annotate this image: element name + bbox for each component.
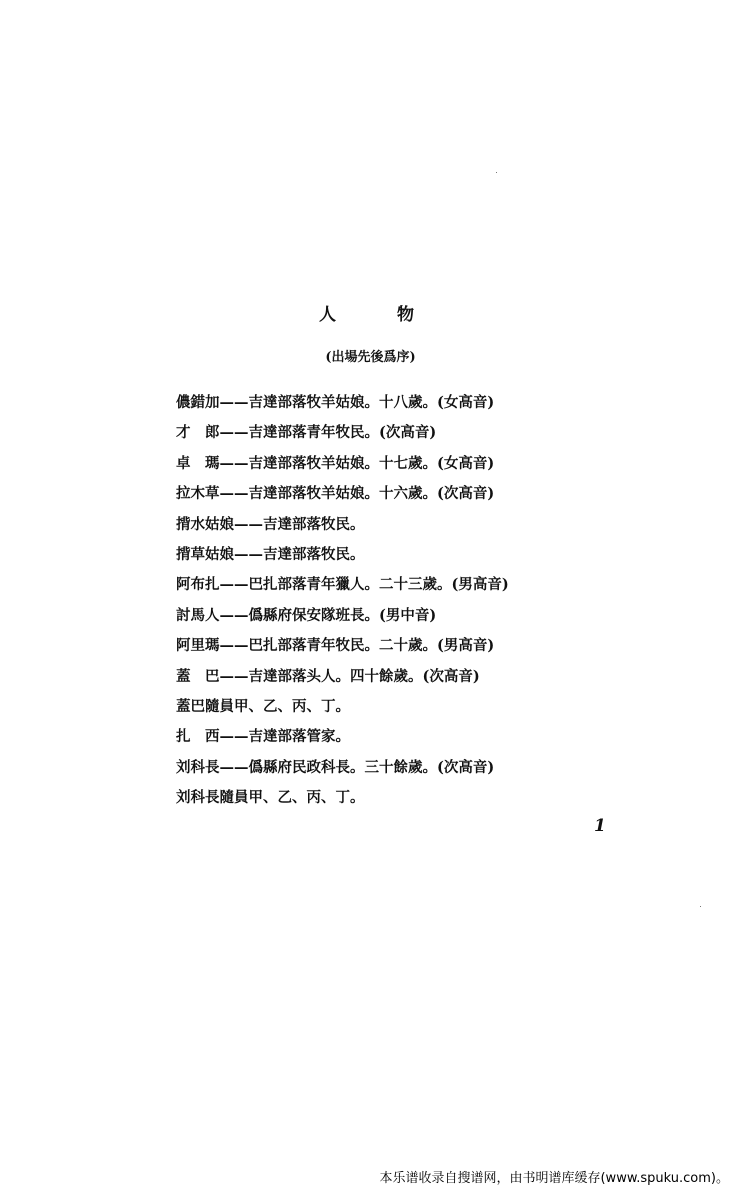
character-description: ——吉達部落管家。 [219, 728, 350, 746]
character-row [176, 540, 616, 570]
character-list [176, 388, 616, 813]
character-row [176, 692, 616, 722]
character-name: 扎 西 [176, 728, 220, 746]
character-name: 才 郎 [176, 424, 220, 442]
character-row [176, 510, 616, 540]
character-name: 刘科長隨員甲、乙、丙、丁。 [176, 789, 365, 807]
character-name: 蓋巴隨員甲、乙、丙、丁。 [176, 697, 350, 715]
character-name: 揹草姑娘 [176, 545, 234, 563]
footer-source-note: 本乐谱收录自搜谱网，由书明谱库缓存(www.spuku.com)。 [379, 1171, 729, 1186]
character-description: ——吉達部落牧羊姑娘。十八歲。(女高音) [219, 394, 495, 411]
scan-speck [700, 906, 701, 907]
character-description: ——吉達部落牧羊姑娘。十七歲。(女高音) [219, 454, 495, 472]
character-row [176, 418, 616, 448]
character-row [176, 570, 616, 600]
character-description: ——吉達部落头人。四十餘歲。(次高音) [219, 667, 480, 685]
character-row [176, 479, 616, 509]
character-description: ——吉達部落青年牧民。(次高音) [219, 424, 437, 442]
character-name: 卓 瑪 [176, 454, 220, 472]
character-row [176, 601, 616, 631]
page-number: 1 [594, 816, 606, 836]
page-subtitle: (出場先後爲序) [325, 350, 416, 365]
character-row [176, 631, 616, 661]
character-name: 揹水姑娘 [176, 515, 234, 533]
character-name: 刘科長 [176, 758, 220, 776]
character-name: 阿布扎 [176, 576, 220, 594]
character-name: 阿里瑪 [176, 637, 220, 655]
character-description: ——吉達部落牧民。 [234, 515, 365, 533]
character-row [176, 449, 616, 479]
character-row [176, 753, 616, 783]
character-description: ——吉達部落牧羊姑娘。十六歲。(次高音) [219, 485, 495, 503]
character-name: 拉木草 [176, 485, 220, 503]
page-title: 人 物 [319, 305, 436, 325]
character-row [176, 783, 616, 813]
character-name: 蓋 巴 [176, 667, 220, 685]
character-description: ——吉達部落牧民。 [234, 545, 365, 563]
character-name: 儂錯加 [176, 394, 220, 411]
character-name: 討馬人 [176, 606, 220, 624]
character-description: ——巴扎部落青年牧民。二十歲。(男高音) [219, 637, 495, 655]
character-row [176, 388, 616, 418]
character-row [176, 722, 616, 752]
scan-speck [496, 172, 497, 173]
character-description: ——僞縣府民政科長。三十餘歲。(次高音) [219, 758, 495, 776]
character-description: ——僞縣府保安隊班長。(男中音) [219, 606, 437, 624]
character-row [176, 662, 616, 692]
character-description: ——巴扎部落青年獵人。二十三歲。(男高音) [219, 576, 509, 594]
